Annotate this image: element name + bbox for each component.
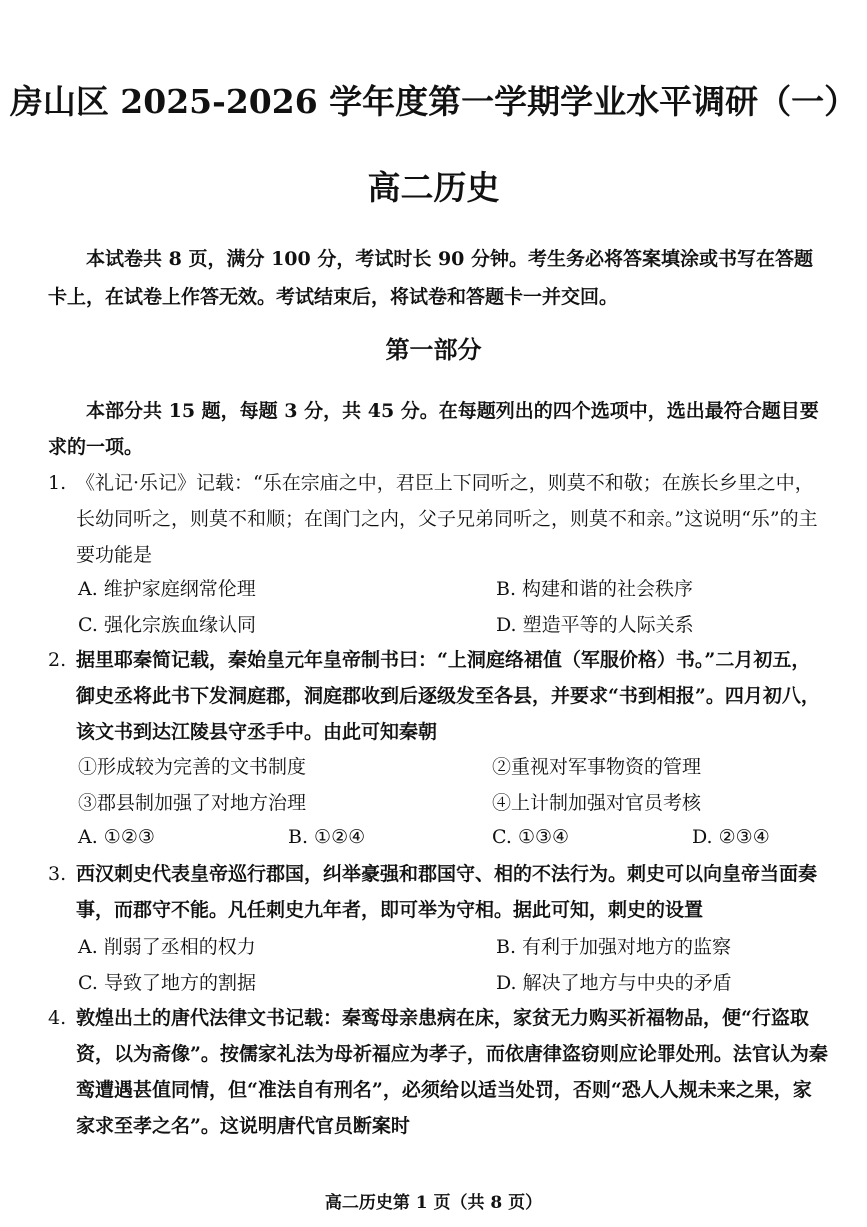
question-number: 3. xyxy=(48,863,67,885)
statement-2: ②重视对军事物资的管理 xyxy=(492,756,702,778)
question-4 xyxy=(48,1000,828,1144)
option-c: C. ①③④ xyxy=(492,826,570,848)
option-c: C. 强化宗族血缘认同 xyxy=(78,614,256,636)
exam-title: 房山区 2025-2026 学年度第一学期学业水平调研（一） xyxy=(9,82,858,121)
option-a: A. ①②③ xyxy=(78,826,155,848)
option-d: D. 解决了地方与中央的矛盾 xyxy=(496,972,732,994)
statement-4: ④上计制加强对官员考核 xyxy=(492,792,702,814)
option-b: B. ①②④ xyxy=(288,826,366,848)
option-a: A. 维护家庭纲常伦理 xyxy=(78,578,256,600)
question-number: 2. xyxy=(48,649,67,671)
question-stem: 《礼记·乐记》记载：“乐在宗庙之中，君臣上下同听之，则莫不和敬；在族长乡里之中，长幼同听之，则莫不和顺；在闺门之内，父子兄弟同听之，则莫不和亲。”这说明“乐”的主要功能是 xyxy=(76,472,818,566)
question-stem: 敦煌出土的唐代法律文书记载：秦鸾母亲患病在床，家贫无力购买祈福物品，便“行盗取资，以为斋像”。按儒家礼法为母祈福应为孝子，而依唐律盗窃则应论罪处刑。法官认为秦鸾遭遇甚值同情，但“准法自有刑名”，必须给以适当处罚，否则“恐人人规未来之果，家家求至孝之名”。这说明唐代官员断案时 xyxy=(76,1007,828,1137)
page-footer: 高二历史第 1 页（共 8 页） xyxy=(324,1193,543,1213)
question-2 xyxy=(48,642,828,750)
question-number: 4. xyxy=(48,1007,67,1029)
option-b: B. 构建和谐的社会秩序 xyxy=(496,578,694,600)
exam-subject: 高二历史 xyxy=(367,168,500,207)
part-instructions: 本部分共 15 题，每题 3 分，共 45 分。在每题列出的四个选项中，选出最符合题目要求的一项。 xyxy=(48,400,819,458)
statement-1: ①形成较为完善的文书制度 xyxy=(78,756,307,778)
question-stem: 西汉刺史代表皇帝巡行郡国，纠举豪强和郡国守、相的不法行为。刺史可以向皇帝当面奏事，而郡守不能。凡任刺史九年者，即可举为守相。据此可知，刺史的设置 xyxy=(76,863,818,921)
option-d: D. ②③④ xyxy=(692,826,770,848)
question-3 xyxy=(48,856,828,928)
part-title: 第一部分 xyxy=(385,335,482,364)
question-stem: 据里耶秦简记载，秦始皇元年皇帝制书曰：“上洞庭络裙值（军服价格）书。”二月初五，御史丞将此书下发洞庭郡，洞庭郡收到后逐级发至各县，并要求“书到相报”。四月初八，该文书到达江陵县守丞手中。由此可知秦朝 xyxy=(76,649,820,743)
option-b: B. 有利于加强对地方的监察 xyxy=(496,936,732,958)
exam-instructions: 本试卷共 8 页，满分 100 分，考试时长 90 分钟。考生务必将答案填涂或书写在答题卡上，在试卷上作答无效。考试结束后，将试卷和答题卡一并交回。 xyxy=(48,248,814,308)
statement-3: ③郡县制加强了对地方治理 xyxy=(78,792,307,814)
option-c: C. 导致了地方的割据 xyxy=(78,972,256,994)
option-d: D. 塑造平等的人际关系 xyxy=(496,614,694,636)
option-a: A. 削弱了丞相的权力 xyxy=(78,936,256,958)
question-1 xyxy=(48,465,828,573)
question-number: 1. xyxy=(48,472,67,494)
